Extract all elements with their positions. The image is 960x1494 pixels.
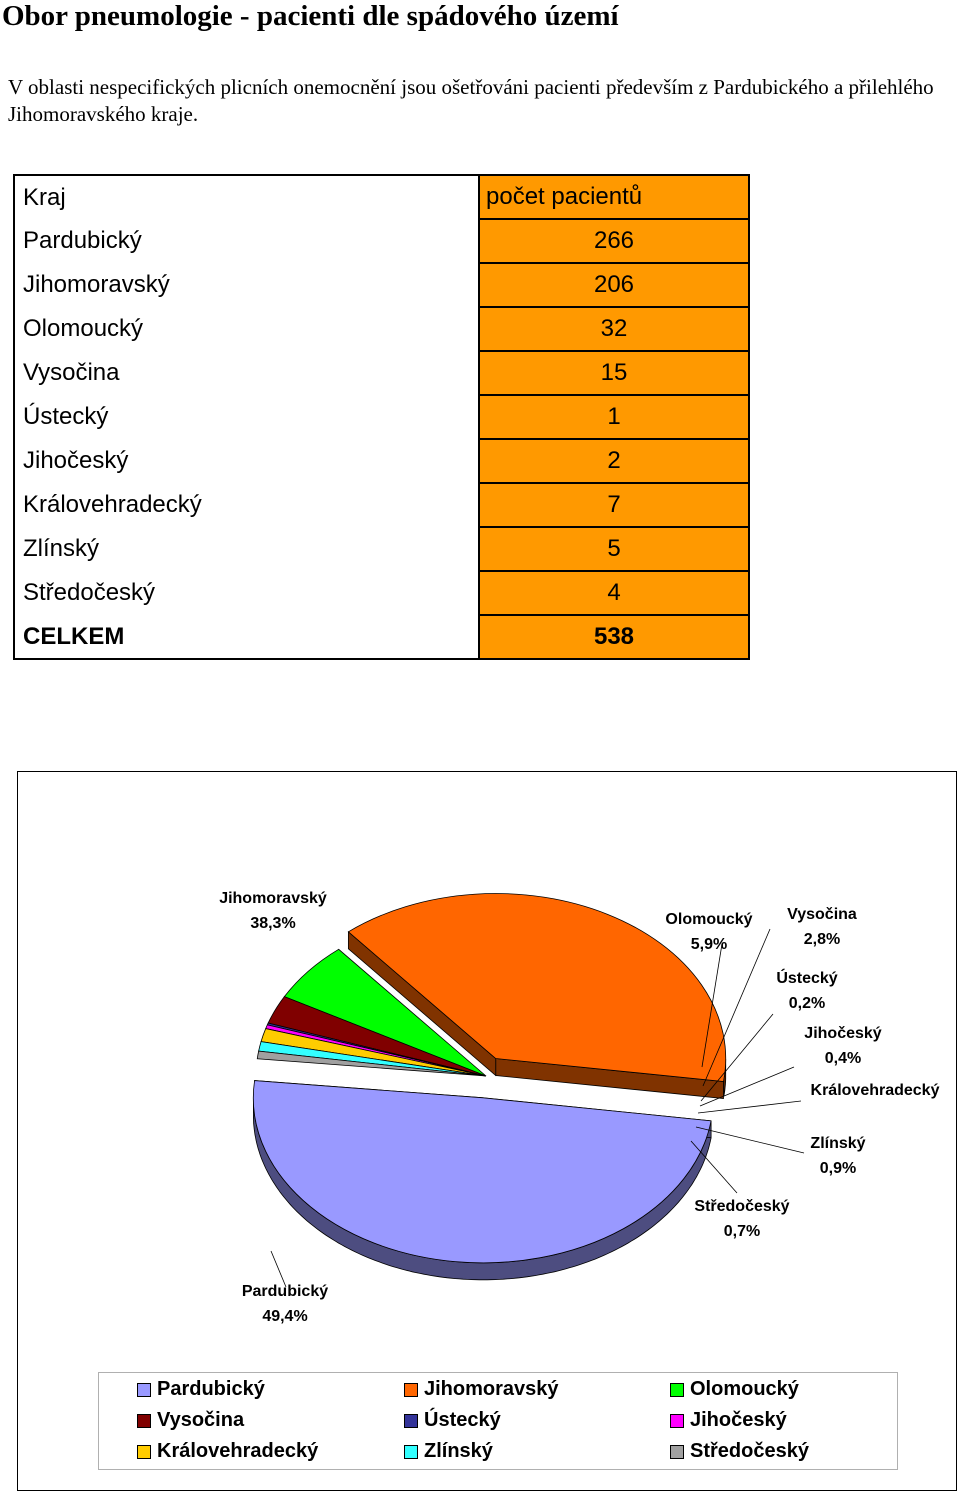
row-count: 32 [479,307,749,351]
slice-label-pct: 0,9% [819,1160,857,1177]
chart-legend [98,1372,898,1470]
row-region: Středočeský [14,571,479,615]
intro-paragraph: V oblasti nespecifických plicních onemocnění jsou ošetřováni pacienti především z Pardubického a přilehlého Jihomoravského kraje. [8,75,934,126]
legend-item [670,1409,787,1432]
slice-label-pct: 5,9% [690,936,728,953]
legend-label: Ústecký [424,1409,501,1431]
legend-item [404,1378,559,1401]
leader-line [696,1127,804,1153]
legend-swatch [404,1383,418,1397]
legend-label: Vysočina [157,1409,245,1431]
slice-label-pct: 0,4% [824,1050,862,1067]
legend-label: Zlínský [424,1440,493,1462]
table-total-row [14,615,749,659]
legend-item [404,1440,493,1463]
table-row [14,263,749,307]
patients-table [13,174,750,660]
slice-label-name: Zlínský [810,1135,866,1152]
table-row [14,307,749,351]
legend-item [137,1440,318,1463]
total-count: 538 [479,615,749,659]
legend-label: Jihočeský [690,1409,787,1431]
legend-swatch [137,1445,151,1459]
legend-label: Královehradecký [157,1440,319,1462]
legend-label: Olomoucký [690,1378,799,1400]
slice-label-pct: 38,3% [250,915,296,932]
row-count: 2 [479,439,749,483]
table-row [14,571,749,615]
leader-line [698,1101,801,1113]
slice-label-name: Královehradecký [810,1082,940,1099]
table-row [14,219,749,263]
pie-slice [253,1081,711,1263]
table-row [14,395,749,439]
legend-item [137,1409,244,1432]
row-count: 7 [479,483,749,527]
slice-label-name: Pardubický [241,1283,329,1300]
legend-item [404,1409,501,1432]
slice-label-name: Olomoucký [665,911,753,928]
legend-swatch [137,1414,151,1428]
legend-item [670,1378,799,1401]
legend-item [670,1440,809,1463]
row-region: Jihočeský [14,439,479,483]
slice-label-name: Jihočeský [804,1025,882,1042]
legend-label: Středočeský [690,1440,809,1462]
slice-label-pct: 2,8% [803,931,841,948]
legend-label: Pardubický [157,1378,265,1400]
slice-label-pct: 49,4% [262,1308,308,1325]
header-count: počet pacientů [479,175,749,219]
table-row [14,527,749,571]
table-row [14,439,749,483]
slice-label-name: Jihomoravský [219,890,327,907]
legend-swatch [404,1414,418,1428]
slice-label-pct: 0,7% [723,1223,761,1240]
total-label: CELKEM [14,615,479,659]
page-title: Obor pneumologie - pacienti dle spádového území [2,0,619,32]
row-count: 5 [479,527,749,571]
table-header-row [14,175,749,219]
row-count: 4 [479,571,749,615]
row-region: Jihomoravský [14,263,479,307]
row-region: Královehradecký [14,483,479,527]
legend-label: Jihomoravský [424,1378,559,1400]
legend-swatch [670,1383,684,1397]
row-count: 1 [479,395,749,439]
legend-item [137,1378,265,1401]
legend-swatch [404,1445,418,1459]
row-region: Zlínský [14,527,479,571]
slice-label-name: Ústecký [776,970,838,987]
legend-swatch [137,1383,151,1397]
row-region: Vysočina [14,351,479,395]
legend-swatch [670,1445,684,1459]
row-region: Ústecký [14,395,479,439]
legend-swatch [670,1414,684,1428]
row-count: 15 [479,351,749,395]
slice-label-pct: 0,2% [788,995,826,1012]
slice-label-name: Vysočina [787,906,857,923]
row-count: 266 [479,219,749,263]
leader-line [271,1251,286,1287]
row-count: 206 [479,263,749,307]
table-row [14,351,749,395]
header-region: Kraj [14,175,479,219]
table-row [14,483,749,527]
slice-label-name: Středočeský [694,1198,790,1215]
row-region: Pardubický [14,219,479,263]
row-region: Olomoucký [14,307,479,351]
